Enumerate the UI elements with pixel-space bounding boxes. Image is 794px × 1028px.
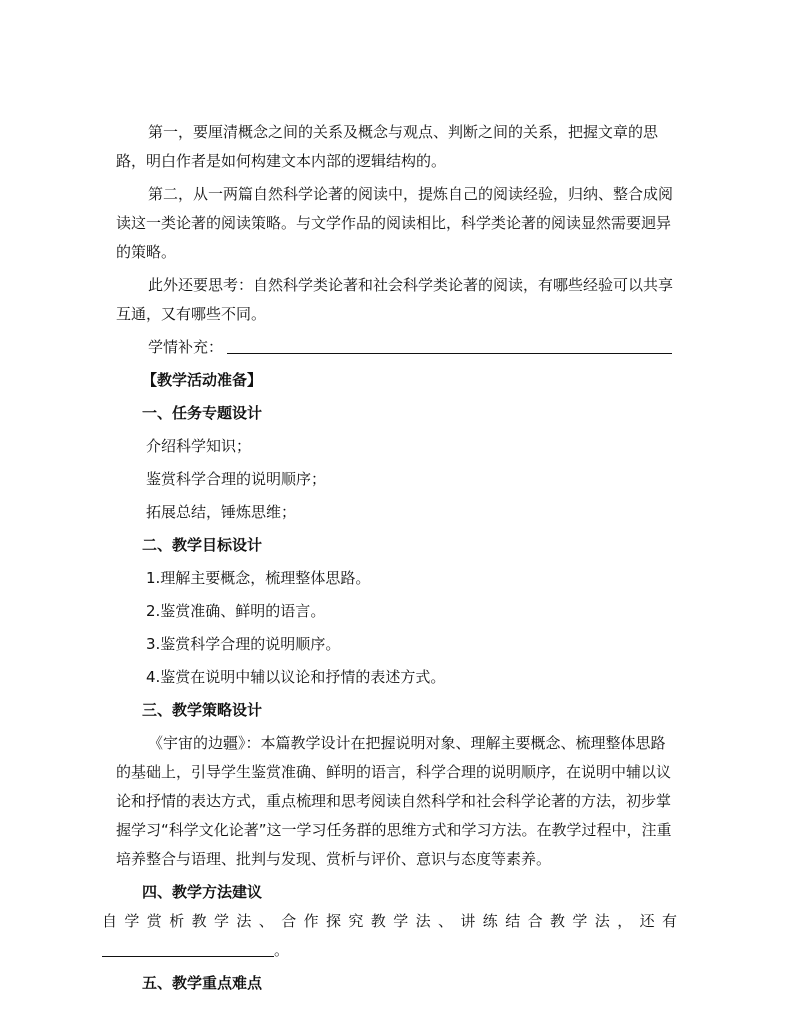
section-2-item: 4.鉴赏在说明中辅以议论和抒情的表述方式。 bbox=[146, 668, 446, 686]
paragraph-additional: 此外还要思考：自然科学类论著和社会科学类论著的阅读，有哪些经验可以共享互通，又有哪些不同。 bbox=[116, 276, 674, 323]
paragraph-first: 第一，要厘清概念之间的关系及概念与观点、判断之间的关系，把握文章的思路，明白作者是如何构建文本内部的逻辑结构的。 bbox=[116, 123, 659, 170]
section-3-body: 《宇宙的边疆》：本篇教学设计在把握说明对象、理解主要概念、梳理整体思路的基础上，引导学生鉴赏准确、鲜明的语言，科学合理的说明顺序，在说明中辅以议论和抒情的表达方式，重点梳理和思考阅读自然科学和社会科学论著的方法，初步掌握学习“科学文化论著”这一学习任务群的思维方式和学习方法。在教学过程中，注重培养整合与语理、批判与发现、赏析与评价、意识与态度等素养。 bbox=[116, 734, 672, 868]
document-body bbox=[102, 118, 678, 998]
section-1-item: 拓展总结，锤炼思维； bbox=[146, 503, 297, 521]
section-4-blank-line bbox=[102, 940, 274, 957]
section-1-item: 鉴赏科学合理的说明顺序； bbox=[146, 470, 327, 488]
section-4-body: 自学赏析教学法、合作探究教学法、讲练结合教学法，还有 bbox=[102, 912, 678, 930]
section-1-item: 介绍科学知识； bbox=[146, 437, 252, 455]
section-4-end-mark: 。 bbox=[274, 941, 290, 959]
activity-heading: 【教学活动准备】 bbox=[142, 371, 263, 389]
section-2-item: 3.鉴赏科学合理的说明顺序。 bbox=[146, 635, 341, 653]
supplement-label: 学情补充： bbox=[148, 338, 224, 356]
section-5-heading: 五、教学重点难点 bbox=[142, 974, 263, 992]
section-4-heading: 四、教学方法建议 bbox=[142, 883, 263, 901]
supplement-blank-line bbox=[227, 337, 672, 354]
section-2-heading: 二、教学目标设计 bbox=[142, 536, 263, 554]
supplement-row bbox=[116, 333, 678, 362]
paragraph-second: 第二，从一两篇自然科学论著的阅读中，提炼自己的阅读经验，归纳、整合成阅读这一类论著的阅读策略。与文学作品的阅读相比，科学类论著的阅读显然需要迥异的策略。 bbox=[116, 185, 674, 261]
section-4-blank-row bbox=[102, 936, 678, 965]
section-2-item: 1.理解主要概念，梳理整体思路。 bbox=[146, 569, 371, 587]
section-2-item: 2.鉴赏准确、鲜明的语言。 bbox=[146, 602, 326, 620]
section-3-heading: 三、教学策略设计 bbox=[142, 701, 263, 719]
section-1-heading: 一、任务专题设计 bbox=[142, 404, 263, 422]
